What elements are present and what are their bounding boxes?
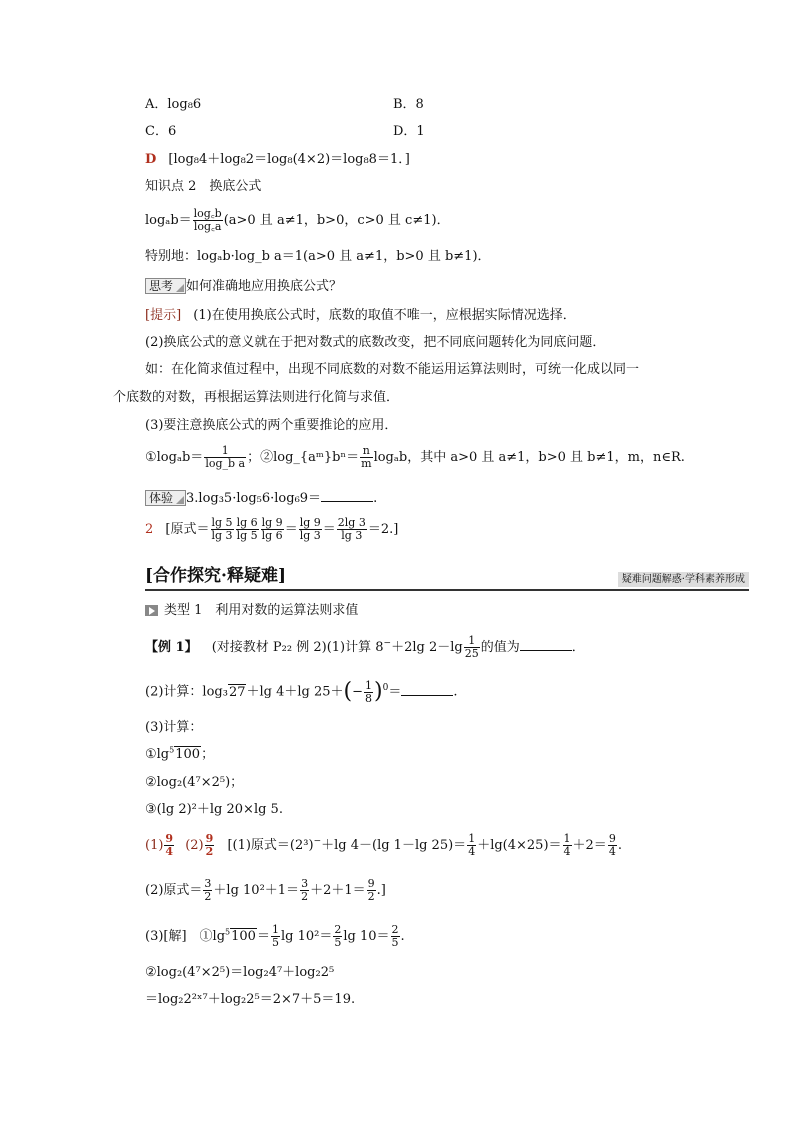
corollary-1-den: log_b a <box>205 457 246 470</box>
corollary-2-den: m <box>361 457 372 470</box>
s1-frac-2-num: 1 <box>563 832 571 845</box>
frac-5-num: 2lg 3 <box>337 516 366 529</box>
play-icon <box>145 605 158 616</box>
option-b: B．8 <box>393 97 424 112</box>
frac-1-num: lg 5 <box>211 516 233 529</box>
exercise-question: 3.log₃5·log₅6·log₆9＝ <box>186 491 322 506</box>
example-1-blank-1 <box>520 638 572 651</box>
exercise-tag: 体验 <box>145 490 186 506</box>
solution-1-b: ＋lg 4－(lg 1－lg 25)＝ <box>321 838 467 853</box>
s3-frac-3-den: 5 <box>391 936 399 949</box>
s3-frac-1 <box>271 924 280 949</box>
s2-frac-3-den: 2 <box>367 890 375 903</box>
solution-3-d: lg 10＝ <box>343 929 390 944</box>
solution-3-b: ＝ <box>256 929 270 944</box>
solution-5: ＝log₂2²ˣ⁷＋log₂2⁵＝2×7＋5＝19. <box>145 992 356 1007</box>
example-1-q3-1-end: ； <box>201 747 215 762</box>
example-1-q3: (3)计算： <box>145 720 203 735</box>
option-c: C．6 <box>145 124 177 139</box>
s1-frac-3-den: 4 <box>608 845 616 858</box>
s1-frac-3 <box>608 833 617 858</box>
exercise-line: 体验 3.log₃5·log₅6·log₆9＝ . <box>145 489 377 507</box>
corollary-2-fraction <box>360 445 372 470</box>
think-line <box>145 278 342 295</box>
section-title: [合作探究·释疑难] <box>145 566 287 586</box>
frac-3-num: lg 9 <box>261 516 283 529</box>
solution-2-b: ＋lg 10²＋1＝ <box>213 883 300 898</box>
hint-3a: 如：在化简求值过程中，出现不同底数的对数不能运用运算法则时，可统一化成以同一 <box>145 362 640 377</box>
corollary-2-num: n <box>360 445 372 458</box>
solution-2-c: ＋2＋1＝ <box>310 883 366 898</box>
hint-4: (3)要注意换底公式的两个重要推论的应用． <box>145 418 398 433</box>
frac-2 <box>236 517 259 542</box>
answer-1-frac <box>164 833 174 858</box>
example-1-q3-2: ②log₂(4⁷×2⁵)； <box>145 775 244 790</box>
example-1-q1-sup: − <box>383 638 392 649</box>
answer-blank <box>321 489 373 502</box>
frac-2-den: lg 5 <box>236 529 258 542</box>
solution-3-e: . <box>400 929 405 944</box>
option-a: A．log₈6 <box>145 97 202 112</box>
formula-fraction <box>193 208 223 233</box>
corollary-2-rhs: logₐb，其中 a>0 且 a≠1，b>0 且 b≠1，m，n∈R. <box>373 450 685 465</box>
formula-lhs: logₐb＝ <box>145 213 192 228</box>
solution-1-e: . <box>617 838 622 853</box>
solution-4: ②log₂(4⁷×2⁵)＝log₂4⁷＋log₂2⁵ <box>145 965 335 980</box>
hint-line-1 <box>145 308 576 324</box>
example-1-q2-sup: 0 <box>382 683 389 694</box>
type-1-heading <box>145 603 358 619</box>
s1-frac-3-num: 9 <box>608 832 616 845</box>
corollary-1-fraction <box>204 445 246 470</box>
special-case: 特别地：logₐb·log_b a＝1(a>0 且 a≠1，b>0 且 b≠1)． <box>145 249 491 264</box>
example-1-q2-den: 8 <box>365 691 373 705</box>
answer-1-num: 9 <box>165 832 174 845</box>
example-1-q2-text-c: ＝ <box>388 684 402 700</box>
section-subtitle: 疑难问题解惑·学科素养形成 <box>618 572 749 587</box>
frac-1 <box>211 517 234 542</box>
frac-1-den: lg 3 <box>211 529 233 542</box>
example-1-q1-text-c: 的值为 <box>480 640 520 655</box>
s2-frac-1-num: 3 <box>204 877 212 890</box>
solution-1-a: [(1)原式＝(2³) <box>227 838 314 853</box>
s1-frac-1-den: 4 <box>468 845 476 858</box>
s3-frac-2-num: 2 <box>334 923 342 936</box>
example-1-q1-num: 1 <box>464 635 480 648</box>
solution-1-sup: − <box>313 836 322 847</box>
example-1-q3-1-text: ①lg <box>145 747 170 762</box>
s1-frac-1-num: 1 <box>468 832 476 845</box>
think-question: 如何准确地应用换底公式？ <box>186 279 343 294</box>
s2-frac-3 <box>367 878 376 903</box>
example-1-q1-text: (对接教材 P₂₂ 例 2)(1)计算 8 <box>211 640 384 655</box>
s2-frac-3-num: 9 <box>367 877 375 890</box>
formula-condition: (a>0 且 a≠1，b>0，c>0 且 c≠1)． <box>223 213 450 228</box>
frac-4-den: lg 3 <box>299 529 321 542</box>
answer-1-line <box>145 152 410 168</box>
s1-frac-2 <box>563 833 572 858</box>
corollary-1-num: 1 <box>204 445 246 458</box>
solution-3-a: (3)[解] ①lg <box>145 929 226 944</box>
s3-frac-3-num: 2 <box>391 923 399 936</box>
example-1-q2-num: 1 <box>365 678 373 692</box>
answer-1-den: 4 <box>165 845 174 858</box>
example-1-q2-text: (2)计算：log₃ <box>145 684 228 700</box>
answer-2-den: 2 <box>205 845 214 858</box>
solution-root-100: 100 <box>231 929 256 944</box>
sqrt-27: 27 <box>228 684 246 700</box>
answer-2-num: 9 <box>205 832 214 845</box>
knowledge-title: 知识点 2 换底公式 <box>145 179 262 194</box>
answer-2-frac <box>205 833 215 858</box>
formula-denominator: log꜀a <box>193 220 222 233</box>
frac-2-num: lg 6 <box>236 516 258 529</box>
exercise-answer: 2 [原式＝ $\frac{\lg 5}{\lg 3}$ $\frac{\lg 6}{\lg 5}$ $\frac{\lg 9}{\lg 6}$ ＝ $\frac{\lg 9}{\lg 3}$ ＝ $\frac{2\lg 3}{\lg 3}$ ＝2.] <box>145 516 399 542</box>
s1-frac-1 <box>467 833 476 858</box>
s3-frac-3 <box>391 924 400 949</box>
option-d: D．1 <box>393 124 425 139</box>
root-100: 100 <box>175 747 201 762</box>
s3-frac-2 <box>333 924 342 949</box>
example-1-q1-text-b: ＋2lg 2－lg <box>391 640 463 655</box>
formula-numerator: log꜀b <box>193 207 222 220</box>
change-of-base-formula <box>145 206 450 236</box>
s3-frac-2-den: 5 <box>334 936 342 949</box>
example-1-q1-den: 25 <box>464 647 479 660</box>
solution-3-c: lg 10²＝ <box>280 929 333 944</box>
hint-1: (1)在使用换底公式时，底数的取值不唯一，应根据实际情况选择． <box>193 308 576 323</box>
example-1-q1: 【例 1】 (对接教材 P₂₂ 例 2)(1)计算 8−＋2lg 2－lg $\frac{1}{25}$ 的值为 ． <box>145 634 585 660</box>
corollary-2-lhs: ；②log_{aᵐ}bⁿ＝ <box>247 450 360 465</box>
type-1-title: 类型 1 利用对数的运算法则求值 <box>164 603 359 618</box>
example-1-blank-2 <box>401 683 453 696</box>
hint-tag: [提示] <box>145 308 182 323</box>
frac-4-num: lg 9 <box>299 516 321 529</box>
s3-frac-1-num: 1 <box>271 923 279 936</box>
exercise-answer-value: 2 <box>145 522 154 537</box>
answer-explanation: [log₈4＋log₈2＝log₈(4×2)＝log₈8＝1．] <box>168 152 410 167</box>
frac-3-den: lg 6 <box>261 529 283 542</box>
solution-2-line <box>145 874 386 908</box>
s1-frac-2-den: 4 <box>563 845 571 858</box>
s3-frac-1-den: 5 <box>271 936 279 949</box>
frac-5 <box>337 517 367 542</box>
think-tag: 思考 <box>145 278 186 294</box>
s2-frac-2 <box>300 878 309 903</box>
s2-frac-1 <box>203 878 212 903</box>
frac-5-den: lg 3 <box>341 529 363 542</box>
corollary-1-lhs: ①logₐb＝ <box>145 450 204 465</box>
solution-1-line <box>145 829 622 863</box>
example-1-q2-text-b: ＋lg 4＋lg 25＋ <box>246 684 344 700</box>
solution-1-c: ＋lg(4×25)＝ <box>477 838 562 853</box>
example-1-q1-frac <box>464 635 480 660</box>
s2-frac-1-den: 2 <box>204 890 212 903</box>
exercise-answer-text: [原式＝ <box>165 522 210 537</box>
s2-frac-2-den: 2 <box>301 890 309 903</box>
example-1-q2: (2)计算：log₃27＋lg 4＋lg 25＋(− $\frac{1}{8}$ )$^0$＝ . <box>145 678 458 705</box>
frac-4 <box>299 517 322 542</box>
example-1-q3-3: ③(lg 2)²＋lg 20×lg 5. <box>145 802 283 817</box>
frac-3 <box>261 517 284 542</box>
hint-3b: 个底数的对数，再根据运算法则进行化简与求值． <box>113 390 400 405</box>
solution-1-d: ＋2＝ <box>572 838 607 853</box>
exercise-result: ＝2.] <box>367 522 399 537</box>
example-1-q2-frac <box>364 680 373 705</box>
solution-2-a: (2)原式＝ <box>145 883 203 898</box>
example-1-q3-1: $①\lg^5100$； <box>145 745 215 762</box>
s2-frac-2-num: 3 <box>301 877 309 890</box>
answer-letter: D <box>145 152 157 167</box>
hint-2: (2)换底公式的意义就在于把对数式的底数改变，把不同底问题转化为同底问题． <box>145 335 606 350</box>
section-header <box>145 565 749 591</box>
example-label: 【例 1】 <box>145 640 198 655</box>
solution-3-line: (3)[解] $①\lg^5100=$ $\frac{1}{5}$ lg 10²＝ $\frac{2}{5}$ lg 10＝ $\frac{2}{5}$ . <box>145 923 405 949</box>
answer-2-prefix: (2) <box>185 838 204 853</box>
corollaries <box>145 442 685 474</box>
answer-1-prefix: (1) <box>145 838 164 853</box>
solution-2-d: .] <box>376 883 386 898</box>
